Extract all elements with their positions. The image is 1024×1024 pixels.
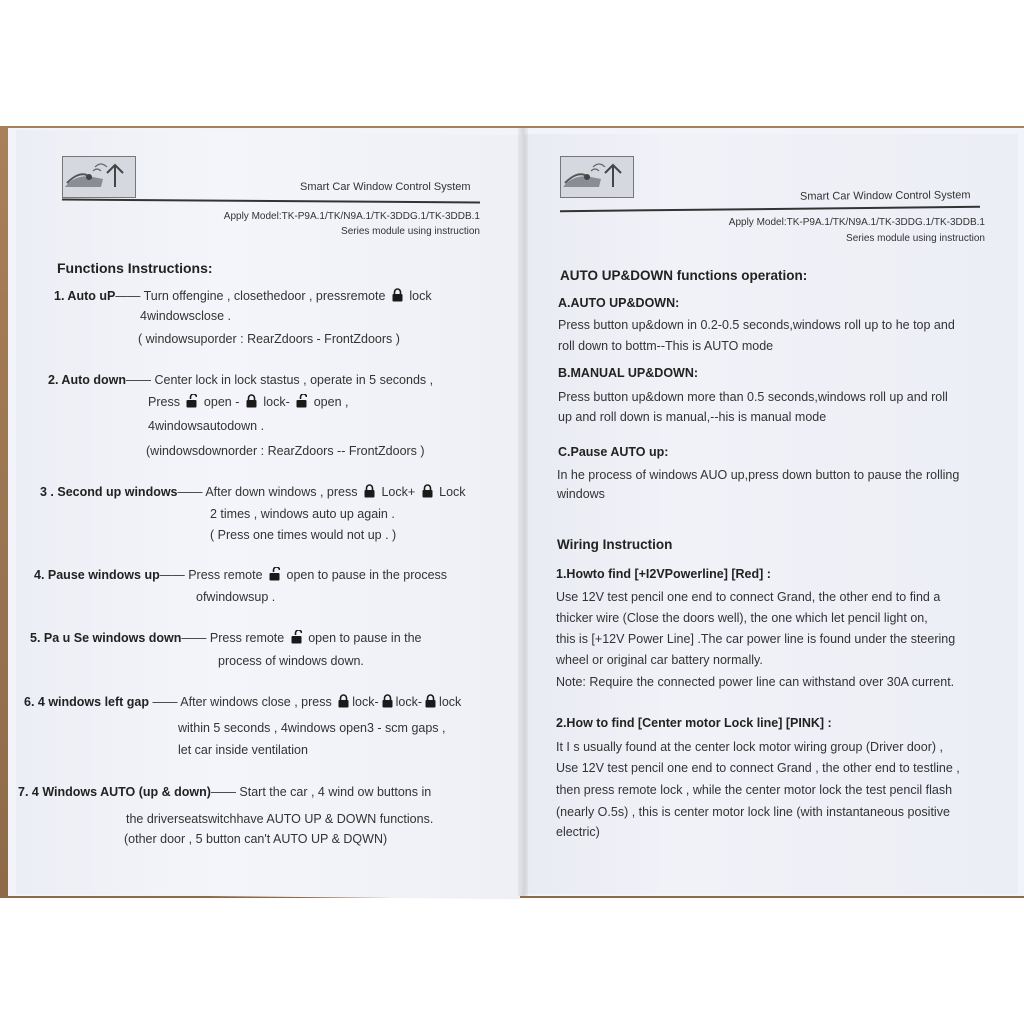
wiring-heading: Wiring Instruction bbox=[557, 537, 673, 552]
item-text: ( Press one times would not up . ) bbox=[210, 528, 397, 542]
item-text: ofwindowsup . bbox=[196, 590, 276, 604]
section-b-title: B.MANUAL UP&DOWN: bbox=[558, 366, 699, 380]
lock-icon bbox=[382, 694, 393, 708]
wiring-1-text: Use 12V test pencil one end to connect Grand, the other end to find a bbox=[556, 590, 941, 604]
lock-icon bbox=[425, 694, 436, 708]
wiring-1-text: this is [+12V Power Line] .The car power line is found under the steering bbox=[556, 632, 956, 646]
wiring-2-title: 2.How to find [Center motor Lock line] [PINK] : bbox=[556, 716, 832, 730]
item-text: let car inside ventilation bbox=[178, 743, 308, 757]
wiring-2-text: electric) bbox=[556, 825, 600, 839]
item-text: ( windowsuporder : RearZdoors - FrontZdoors ) bbox=[138, 332, 400, 346]
wiring-2-text: then press remote lock , while the center motor lock the test pencil flash bbox=[556, 783, 953, 797]
header-apply-model: Apply Model:TK-P9A.1/TK/N9A.1/TK-3DDG.1/TK-3DDB.1 bbox=[223, 211, 480, 222]
function-item-1: 1. Auto uP—— Turn offengine , closethedoor , pressremote lock bbox=[54, 289, 432, 303]
wiring-1-text: wheel or original car battery normally. bbox=[556, 653, 763, 667]
item-text: the driverseatswitchhave AUTO UP & DOWN functions. bbox=[126, 812, 434, 826]
function-item-2: 2. Auto down—— Center lock in lock stastus , operate in 5 seconds , bbox=[48, 373, 434, 387]
lock-icon bbox=[246, 394, 257, 408]
item-text: 4windowsclose . bbox=[140, 309, 232, 323]
item-label: 1. Auto uP bbox=[54, 289, 116, 303]
wiring-1-title: 1.Howto find [+I2VPowerline] [Red] : bbox=[556, 567, 771, 581]
lock-open-icon bbox=[291, 630, 302, 644]
car-window-logo-icon bbox=[560, 156, 634, 198]
function-item-3: 3 . Second up windows—— After down windows , press Lock+ Lock bbox=[40, 485, 466, 499]
lock-icon bbox=[392, 288, 403, 302]
item-text: process of windows down. bbox=[218, 654, 364, 668]
lock-open-icon bbox=[269, 567, 280, 581]
wiring-2-text: (nearly O.5s) , this is center motor lock line (with instantaneous positive bbox=[556, 805, 950, 819]
function-item-5: 5. Pa u Se windows down—— Press remote open to pause in the bbox=[30, 631, 422, 645]
item-text: Press open - lock- open , bbox=[148, 395, 349, 409]
wiring-2-text: It I s usually found at the center lock motor wiring group (Driver door) , bbox=[556, 740, 943, 754]
function-item-4: 4. Pause windows up—— Press remote open to pause in the process bbox=[34, 568, 448, 582]
header-title: Smart Car Window Control System bbox=[799, 189, 971, 203]
item-text: (windowsdownorder : RearZdoors -- FrontZdoors ) bbox=[146, 444, 425, 458]
lock-open-icon bbox=[186, 394, 197, 408]
functions-heading: Functions Instructions: bbox=[57, 260, 213, 276]
item-text: 2 times , windows auto up again . bbox=[210, 507, 395, 521]
auto-updown-heading: AUTO UP&DOWN functions operation: bbox=[560, 268, 808, 283]
section-a-title: A.AUTO UP&DOWN: bbox=[558, 296, 680, 310]
section-b-text: Press button up&down more than 0.5 seconds,windows roll up and roll bbox=[558, 390, 948, 404]
section-a-text: Press button up&down in 0.2-0.5 seconds,windows roll up to he top and bbox=[558, 318, 955, 332]
lock-icon bbox=[338, 694, 349, 708]
car-window-logo-icon bbox=[62, 156, 136, 198]
item-text: (other door , 5 button can't AUTO UP & DQWN) bbox=[124, 832, 388, 846]
section-c-title: C.Pause AUTO up: bbox=[558, 445, 669, 459]
function-item-7: 7. 4 Windows AUTO (up & down)—— Start the car , 4 wind ow buttons in bbox=[18, 785, 432, 799]
section-a-text: roll down to bottm--This is AUTO mode bbox=[558, 339, 774, 353]
function-item-6: 6. 4 windows left gap —— After windows close , press lock- lock- lock bbox=[24, 695, 462, 709]
wiring-1-text: thicker wire (Close the doors well), the one which let pencil light on, bbox=[556, 611, 928, 625]
header-series: Series module using instruction bbox=[846, 233, 985, 244]
section-c-text: windows bbox=[557, 487, 605, 501]
lock-open-icon bbox=[296, 394, 307, 408]
lock-icon bbox=[422, 484, 433, 498]
header-series: Series module using instruction bbox=[341, 226, 480, 237]
section-b-text: up and roll down is manual,--his is manual mode bbox=[558, 410, 827, 424]
item-text: 4windowsautodown . bbox=[148, 419, 265, 433]
item-text: within 5 seconds , 4windows open3 - scm gaps , bbox=[178, 721, 446, 735]
booklet-spine bbox=[518, 128, 528, 896]
header-apply-model: Apply Model:TK-P9A.1/TK/N9A.1/TK-3DDG.1/TK-3DDB.1 bbox=[728, 217, 985, 228]
section-c-text: In he process of windows AUO up,press down button to pause the rolling bbox=[557, 468, 960, 482]
wiring-1-text: Note: Require the connected power line can withstand over 30A current. bbox=[556, 675, 955, 689]
header-title: Smart Car Window Control System bbox=[300, 181, 471, 193]
lock-icon bbox=[364, 484, 375, 498]
wiring-2-text: Use 12V test pencil one end to connect Grand , the other end to testline , bbox=[556, 761, 960, 775]
